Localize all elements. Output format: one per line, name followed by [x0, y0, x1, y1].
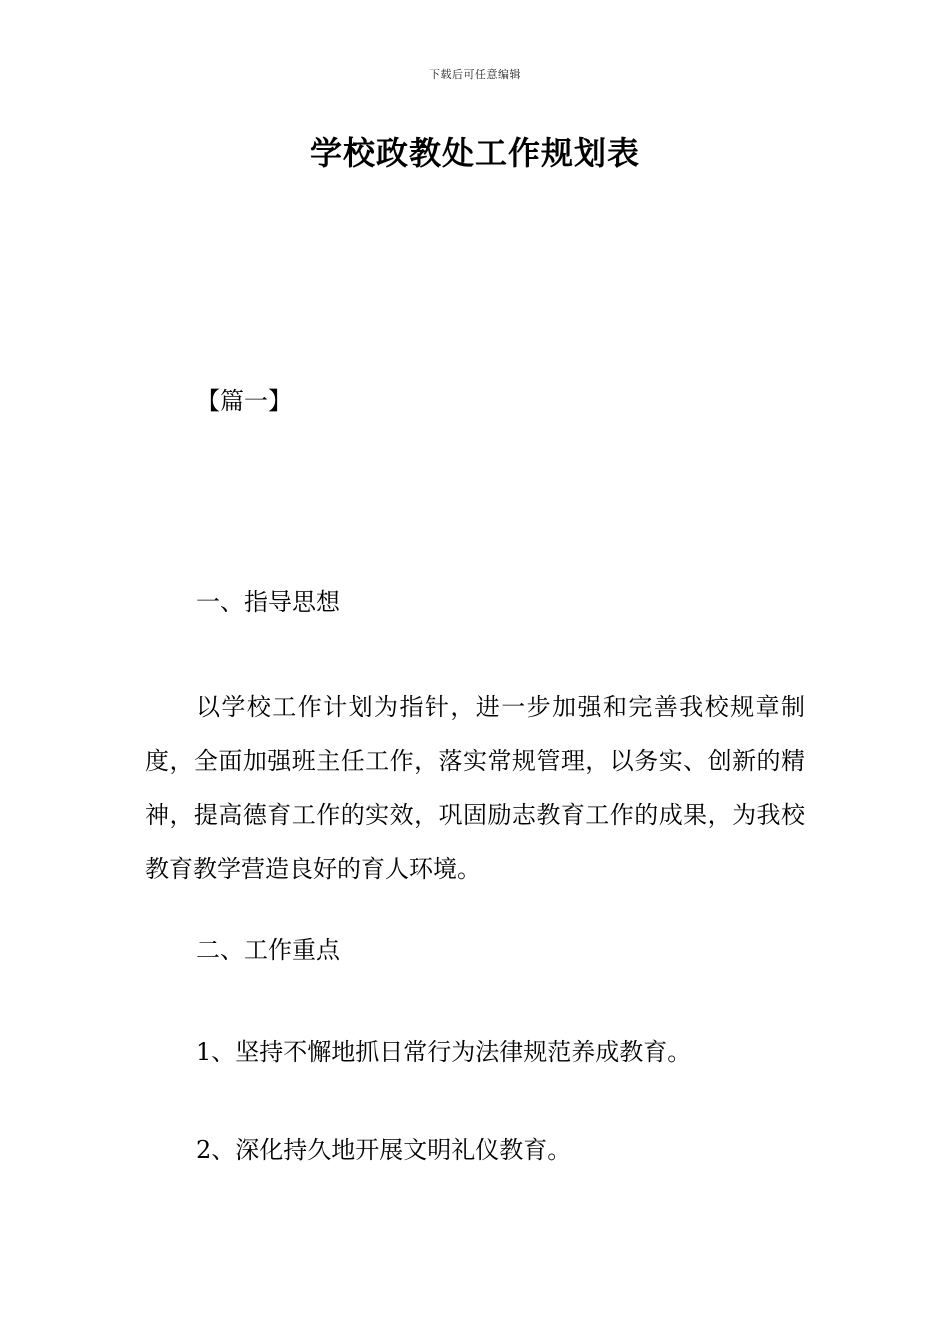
- guiding-paragraph: 以学校工作计划为指针，进一步加强和完善我校规章制度，全面加强班主任工作，落实常规管理，以务实、创新的精神，提高德育工作的实效，巩固励志教育工作的成果，为我校教育教学营造良好的育人环境。: [145, 693, 805, 883]
- list-item: 1、坚持不懈地抓日常行为法律规范养成教育。: [196, 1038, 692, 1066]
- heading-work-focus: 二、工作重点: [196, 936, 340, 964]
- heading-guiding-ideology: 一、指导思想: [196, 588, 340, 616]
- section-label: 【篇一】: [196, 387, 292, 415]
- list-item: 2、深化持久地开展文明礼仪教育。: [196, 1136, 572, 1164]
- document-title: 学校政教处工作规划表: [309, 134, 640, 172]
- header-note: 下载后可任意编辑: [429, 68, 521, 81]
